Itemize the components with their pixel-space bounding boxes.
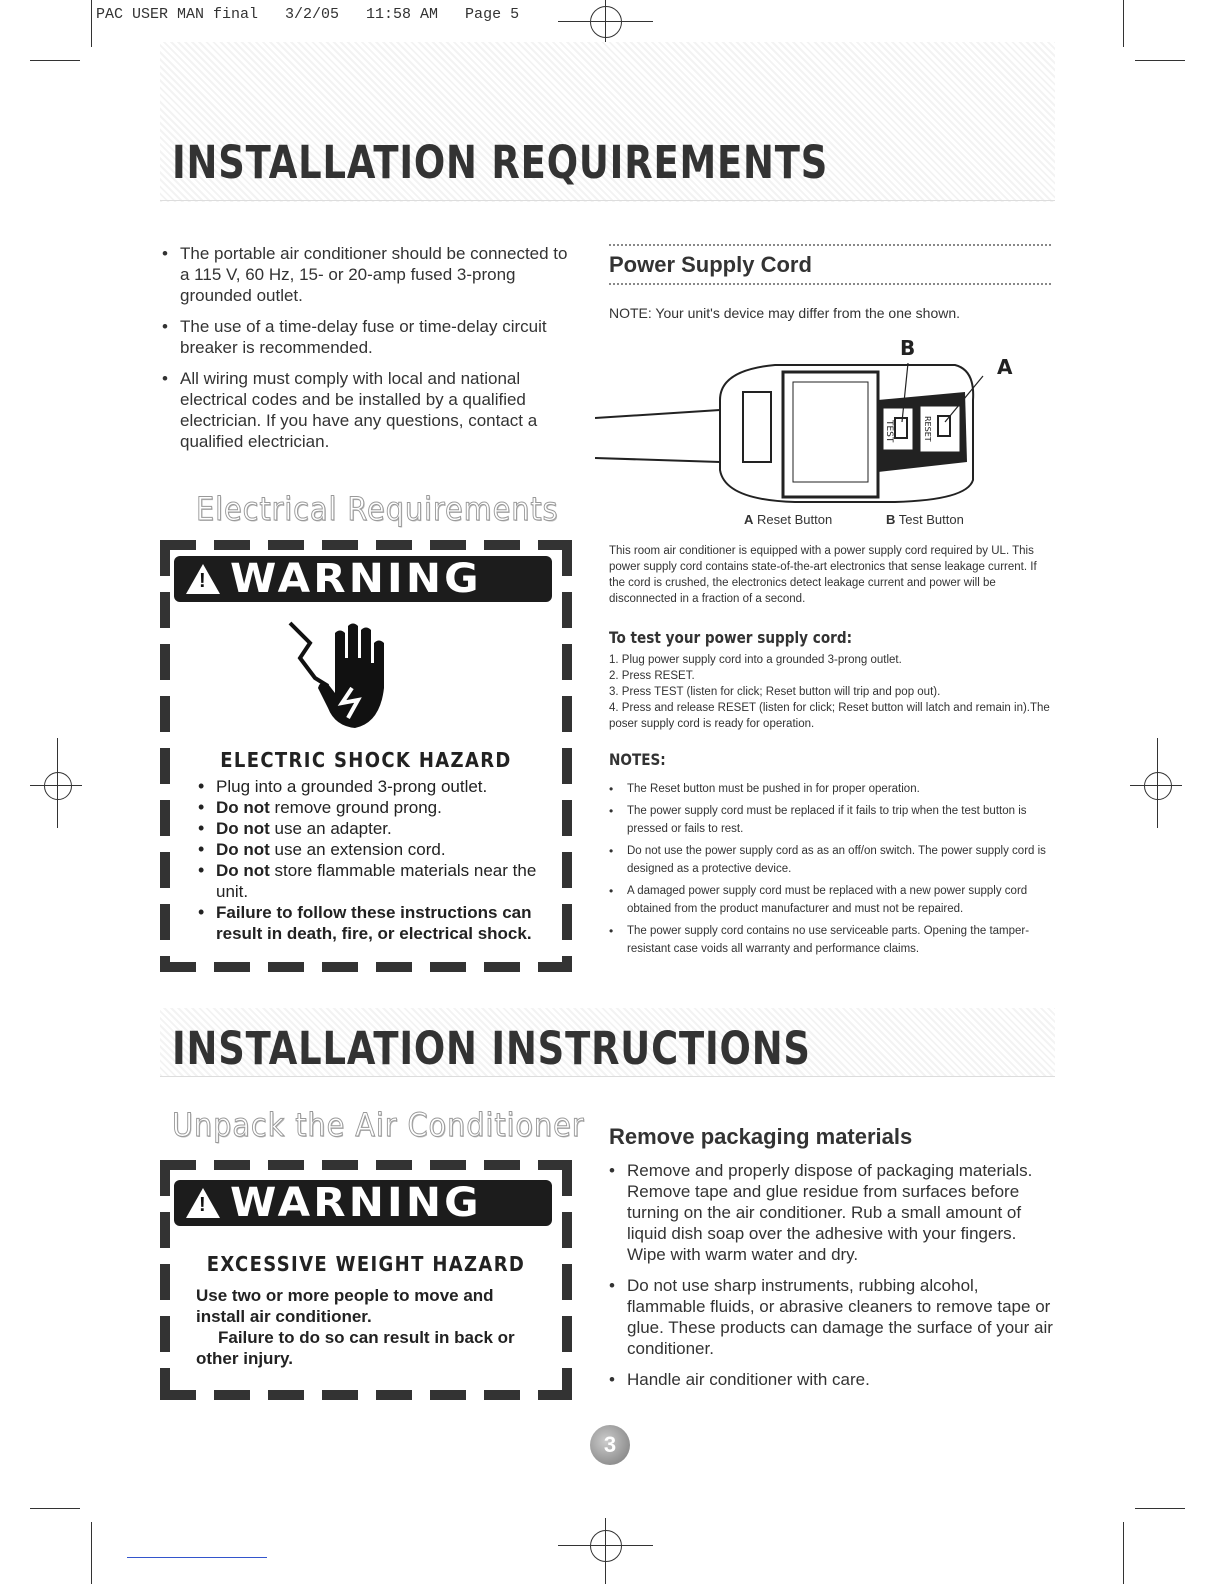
test-steps-list xyxy=(609,652,1054,732)
page-number: 3 xyxy=(590,1425,630,1465)
list-item: • Plug into a grounded 3-prong outlet. xyxy=(198,776,548,797)
warning-triangle-icon: ! xyxy=(186,564,220,594)
power-cord-description: This room air conditioner is equipped with a power supply cord required by UL. This power supply cord contains state-of-the-art electronics that sense leakage current. If the cord is crushed, the electronics detect leakage current and power will be disconnected in a fraction of a second. xyxy=(609,545,1037,605)
requirements-list xyxy=(162,243,572,462)
reset-button-label: RESET xyxy=(923,416,932,442)
notes-list xyxy=(609,780,1049,962)
power-supply-cord-title: Power Supply Cord xyxy=(609,252,812,277)
diagram-caption-a: A Reset Button xyxy=(744,512,833,527)
crop-mark xyxy=(1135,60,1185,61)
list-item: 4. Press and release RESET (listen for click; Reset button will latch and remain in).The poser supply cord is ready for operation. xyxy=(609,702,1050,730)
crop-mark xyxy=(91,0,92,47)
electrical-requirements-title: Electrical Requirements xyxy=(196,490,559,528)
list-item: • Do not use the power supply cord as as an off/on switch. The power supply cord is designed as a protective device. xyxy=(609,842,1049,878)
notes-title: NOTES: xyxy=(609,750,666,769)
diagram-label-a: A xyxy=(997,355,1013,379)
list-item: • Handle air conditioner with care. xyxy=(609,1369,1057,1390)
list-item: • Remove and properly dispose of packaging materials. Remove tape and glue residue from surfaces before turning on the air conditioner. Rub a small amount of liquid dish soap over the adhesive with your fingers. Wipe with warm water and dry. xyxy=(609,1160,1057,1265)
list-item: • Do not remove ground prong. xyxy=(198,797,548,818)
divider xyxy=(609,283,1051,285)
electric-shock-hand-icon xyxy=(280,618,410,738)
test-cord-title: To test your power supply cord: xyxy=(609,628,853,647)
crop-mark xyxy=(91,1522,92,1584)
warning-banner xyxy=(174,1180,552,1226)
print-slug: PAC USER MAN final 3/2/05 11:58 AM Page 5 xyxy=(96,6,520,23)
list-item: • The use of a time-delay fuse or time-delay circuit breaker is recommended. xyxy=(162,316,572,358)
list-item: • Do not store flammable materials near the unit. xyxy=(198,860,548,902)
unpack-title: Unpack the Air Conditioner xyxy=(172,1106,585,1144)
crop-mark xyxy=(30,60,80,61)
crop-mark xyxy=(1123,0,1124,47)
list-item: • Do not use an adapter. xyxy=(198,818,548,839)
list-item: • Do not use an extension cord. xyxy=(198,839,548,860)
diagram-caption-b: B Test Button xyxy=(886,512,964,527)
list-item: • The portable air conditioner should be connected to a 115 V, 60 Hz, 15- or 20-amp fused 3-prong grounded outlet. xyxy=(162,243,572,306)
warning-banner xyxy=(174,556,552,602)
electric-shock-hazard-title: ELECTRIC SHOCK HAZARD xyxy=(220,748,512,772)
warning-label: WARNING xyxy=(230,556,482,602)
warning-label: WARNING xyxy=(230,1180,482,1226)
packaging-list xyxy=(609,1160,1057,1400)
crop-mark xyxy=(1123,1522,1124,1584)
crop-mark xyxy=(30,1508,80,1509)
diagram-label-b: B xyxy=(900,336,916,360)
warning-triangle-icon: ! xyxy=(186,1188,220,1218)
list-item: 2. Press RESET. xyxy=(609,670,695,682)
weight-warning-text: Use two or more people to move and install air conditioner. Failure to do so can result in back or other injury. xyxy=(196,1286,515,1368)
section-title-installation-instructions: INSTALLATION INSTRUCTIONS xyxy=(172,1022,811,1075)
crop-mark xyxy=(127,1557,267,1558)
crop-mark xyxy=(1135,1508,1185,1509)
list-item: • Do not use sharp instruments, rubbing alcohol, flammable fluids, or abrasive cleaners to remove tape or glue. These products can damage the surface of your air conditioner. xyxy=(609,1275,1057,1359)
list-item: • The power supply cord contains no use serviceable parts. Opening the tamper-resistant case voids all warranty and performance claims. xyxy=(609,922,1049,958)
device-note: NOTE: Your unit's device may differ from the one shown. xyxy=(609,305,961,321)
list-item: • The power supply cord must be replaced if it fails to trip when the test button is pressed or fails to rest. xyxy=(609,802,1049,838)
power-cord-plug-diagram xyxy=(595,330,1035,505)
list-item: 3. Press TEST (listen for click; Reset button will trip and pop out). xyxy=(609,686,941,698)
list-item: • All wiring must comply with local and national electrical codes and be installed by a qualified electrician. If you have any questions, contact a qualified electrician. xyxy=(162,368,572,452)
section-title-installation-requirements: INSTALLATION REQUIREMENTS xyxy=(172,136,829,189)
list-item: 1. Plug power supply cord into a grounded 3-prong outlet. xyxy=(609,654,902,666)
test-button-label: TEST xyxy=(884,420,894,443)
divider xyxy=(160,1076,1055,1077)
divider xyxy=(609,244,1051,246)
list-item: • A damaged power supply cord must be replaced with a new power supply cord obtained from the product manufacturer and must not be repaired. xyxy=(609,882,1049,918)
divider xyxy=(160,200,1055,201)
electric-shock-list xyxy=(198,776,548,944)
list-item: • Failure to follow these instructions can result in death, fire, or electrical shock. xyxy=(198,902,548,944)
remove-packaging-title: Remove packaging materials xyxy=(609,1124,913,1149)
excessive-weight-hazard-title: EXCESSIVE WEIGHT HAZARD xyxy=(206,1252,526,1276)
list-item: • The Reset button must be pushed in for proper operation. xyxy=(609,780,1049,798)
